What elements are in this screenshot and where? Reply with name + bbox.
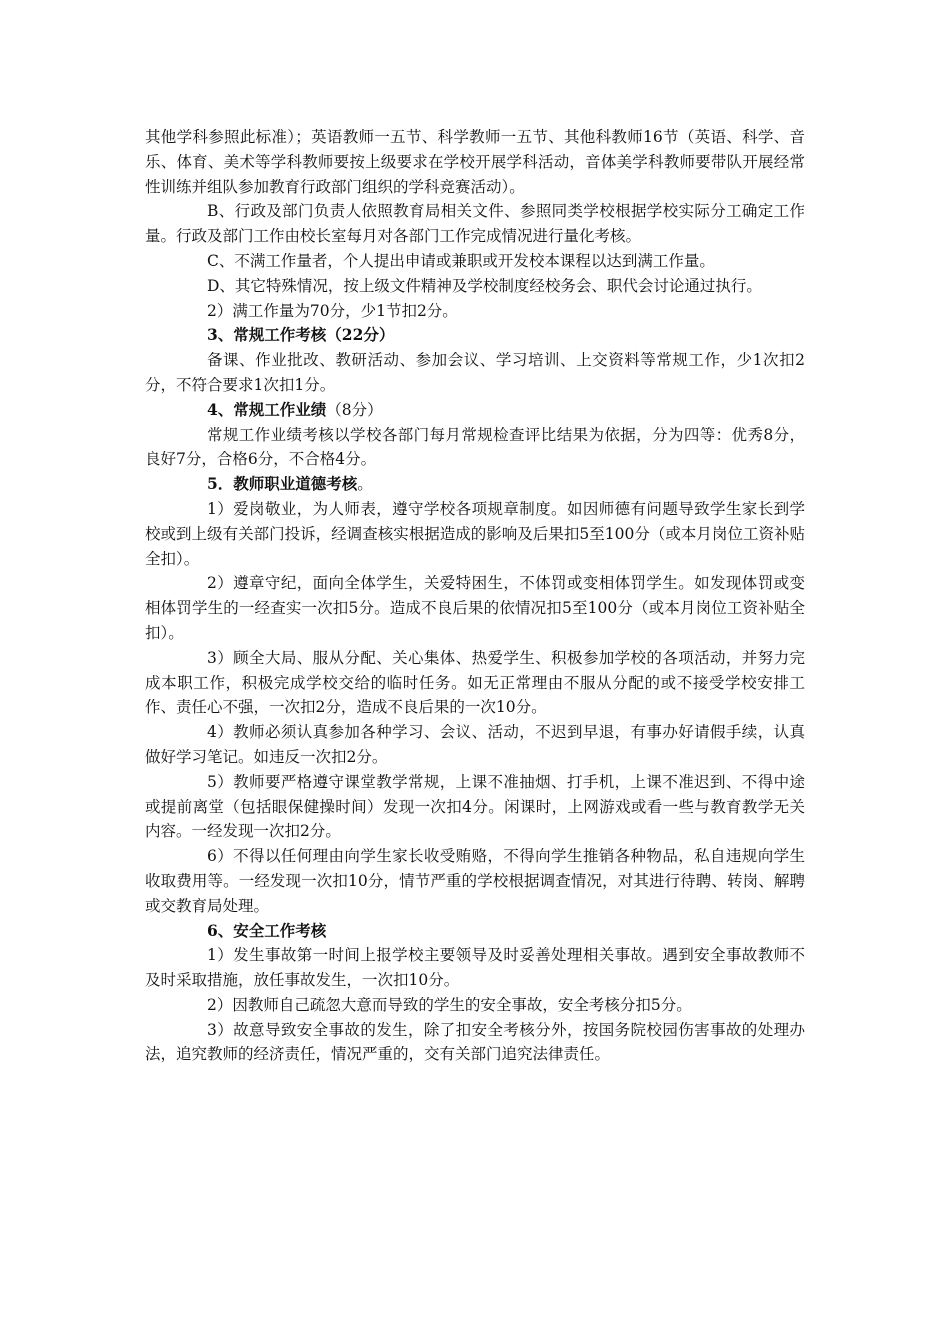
paragraph-ethics-4: 4）教师必须认真参加各种学习、会议、活动，不迟到早退，有事办好请假手续，认真做好学习笔记。如违反一次扣2分。	[145, 723, 805, 766]
heading-text: 4、常规工作业绩	[207, 399, 327, 419]
paragraph-ethics-5: 5）教师要严格遵守课堂教学常规，上课不准抽烟、打手机，上课不准迟到、不得中途或提前离堂（包括眼保健操时间）发现一次扣4分。闲课时，上网游戏或看一些与教育教学无关内容。一经发现一次扣2分。	[145, 772, 805, 841]
heading-suffix: （8分）	[326, 400, 383, 419]
paragraph-continuation: 其他学科参照此标准）；英语教师一五节、科学教师一五节、其他科教师16节（英语、科学、音乐、体育、美术等学科教师要按上级要求在学校开展学科活动，音体美学科教师要带队开展经常性训练并组队参加教育行政部门组织的学科竞赛活动）。	[145, 128, 805, 196]
section-heading-teacher-ethics	[145, 472, 805, 497]
paragraph-item-c: C、不满工作量者，个人提出申请或兼职或开发校本课程以达到满工作量。	[207, 251, 715, 270]
section-heading-routine-work: 3、常规工作考核（22分）	[207, 325, 395, 345]
paragraph-ethics-1: 1）爱岗敬业，为人师表，遵守学校各项规章制度。如因师德有问题导致学生家长到学校或到上级有关部门投诉，经调查核实根据造成的影响及后果扣5至100分（或本月岗位工资补贴全扣）。	[145, 499, 805, 568]
paragraph-ethics-6: 6）不得以任何理由向学生家长收受贿赂，不得向学生推销各种物品，私自违规向学生收取费用等。一经发现一次扣10分，情节严重的学校根据调查情况，对其进行待聘、转岗、解聘或交教育局处理。	[145, 847, 805, 915]
paragraph-safety-3: 3）故意导致安全事故的发生，除了扣安全考核分外，按国务院校园伤害事故的处理办法，追究教师的经济责任，情况严重的，交有关部门追究法律责任。	[145, 1020, 805, 1064]
heading-suffix: 。	[357, 475, 373, 494]
paragraph-item-b: B、行政及部门负责人依照教育局相关文件、参照同类学校根据学校实际分工确定工作量。行政及部门工作由校长室每月对各部门工作完成情况进行量化考核。	[145, 202, 805, 246]
paragraph-full-workload: 2）满工作量为70分，少1节扣2分。	[207, 301, 458, 320]
section-heading-safety: 6、安全工作考核	[207, 920, 327, 940]
paragraph-safety-1: 1）发生事故第一时间上报学校主要领导及时妥善处理相关事故。遇到安全事故教师不及时采取措施，放任事故发生，一次扣10分。	[145, 946, 805, 990]
heading-text: 5．教师职业道德考核	[207, 474, 358, 494]
paragraph-ethics-2: 2）遵章守纪，面向全体学生，关爱特困生，不体罚或变相体罚学生。如发现体罚或变相体罚学生的一经查实一次扣5分。造成不良后果的依情况扣5至100分（或本月岗位工资补贴全扣）。	[145, 574, 805, 642]
paragraph-item-d: D、其它特殊情况，按上级文件精神及学校制度经校务会、职代会讨论通过执行。	[207, 276, 762, 295]
section-heading-routine-performance	[145, 398, 805, 423]
paragraph-routine-performance: 常规工作业绩考核以学校各部门每月常规检查评比结果为依据，分为四等：优秀8分，良好7分，合格6分，不合格4分。	[145, 425, 805, 469]
document-page	[145, 125, 805, 1067]
paragraph-routine-work: 备课、作业批改、教研活动、参加会议、学习培训、上交资料等常规工作，少1次扣2分，不符合要求1次扣1分。	[145, 351, 805, 394]
paragraph-ethics-3: 3）顾全大局、服从分配、关心集体、热爱学生、积极参加学校的各项活动，并努力完成本职工作，积极完成学校交给的临时任务。如无正常理由不服从分配的或不接受学校安排工作、责任心不强，一次扣2分，造成不良后果的一次10分。	[145, 648, 805, 717]
paragraph-safety-2: 2）因教师自己疏忽大意而导致的学生的安全事故，安全考核分扣5分。	[207, 995, 692, 1014]
